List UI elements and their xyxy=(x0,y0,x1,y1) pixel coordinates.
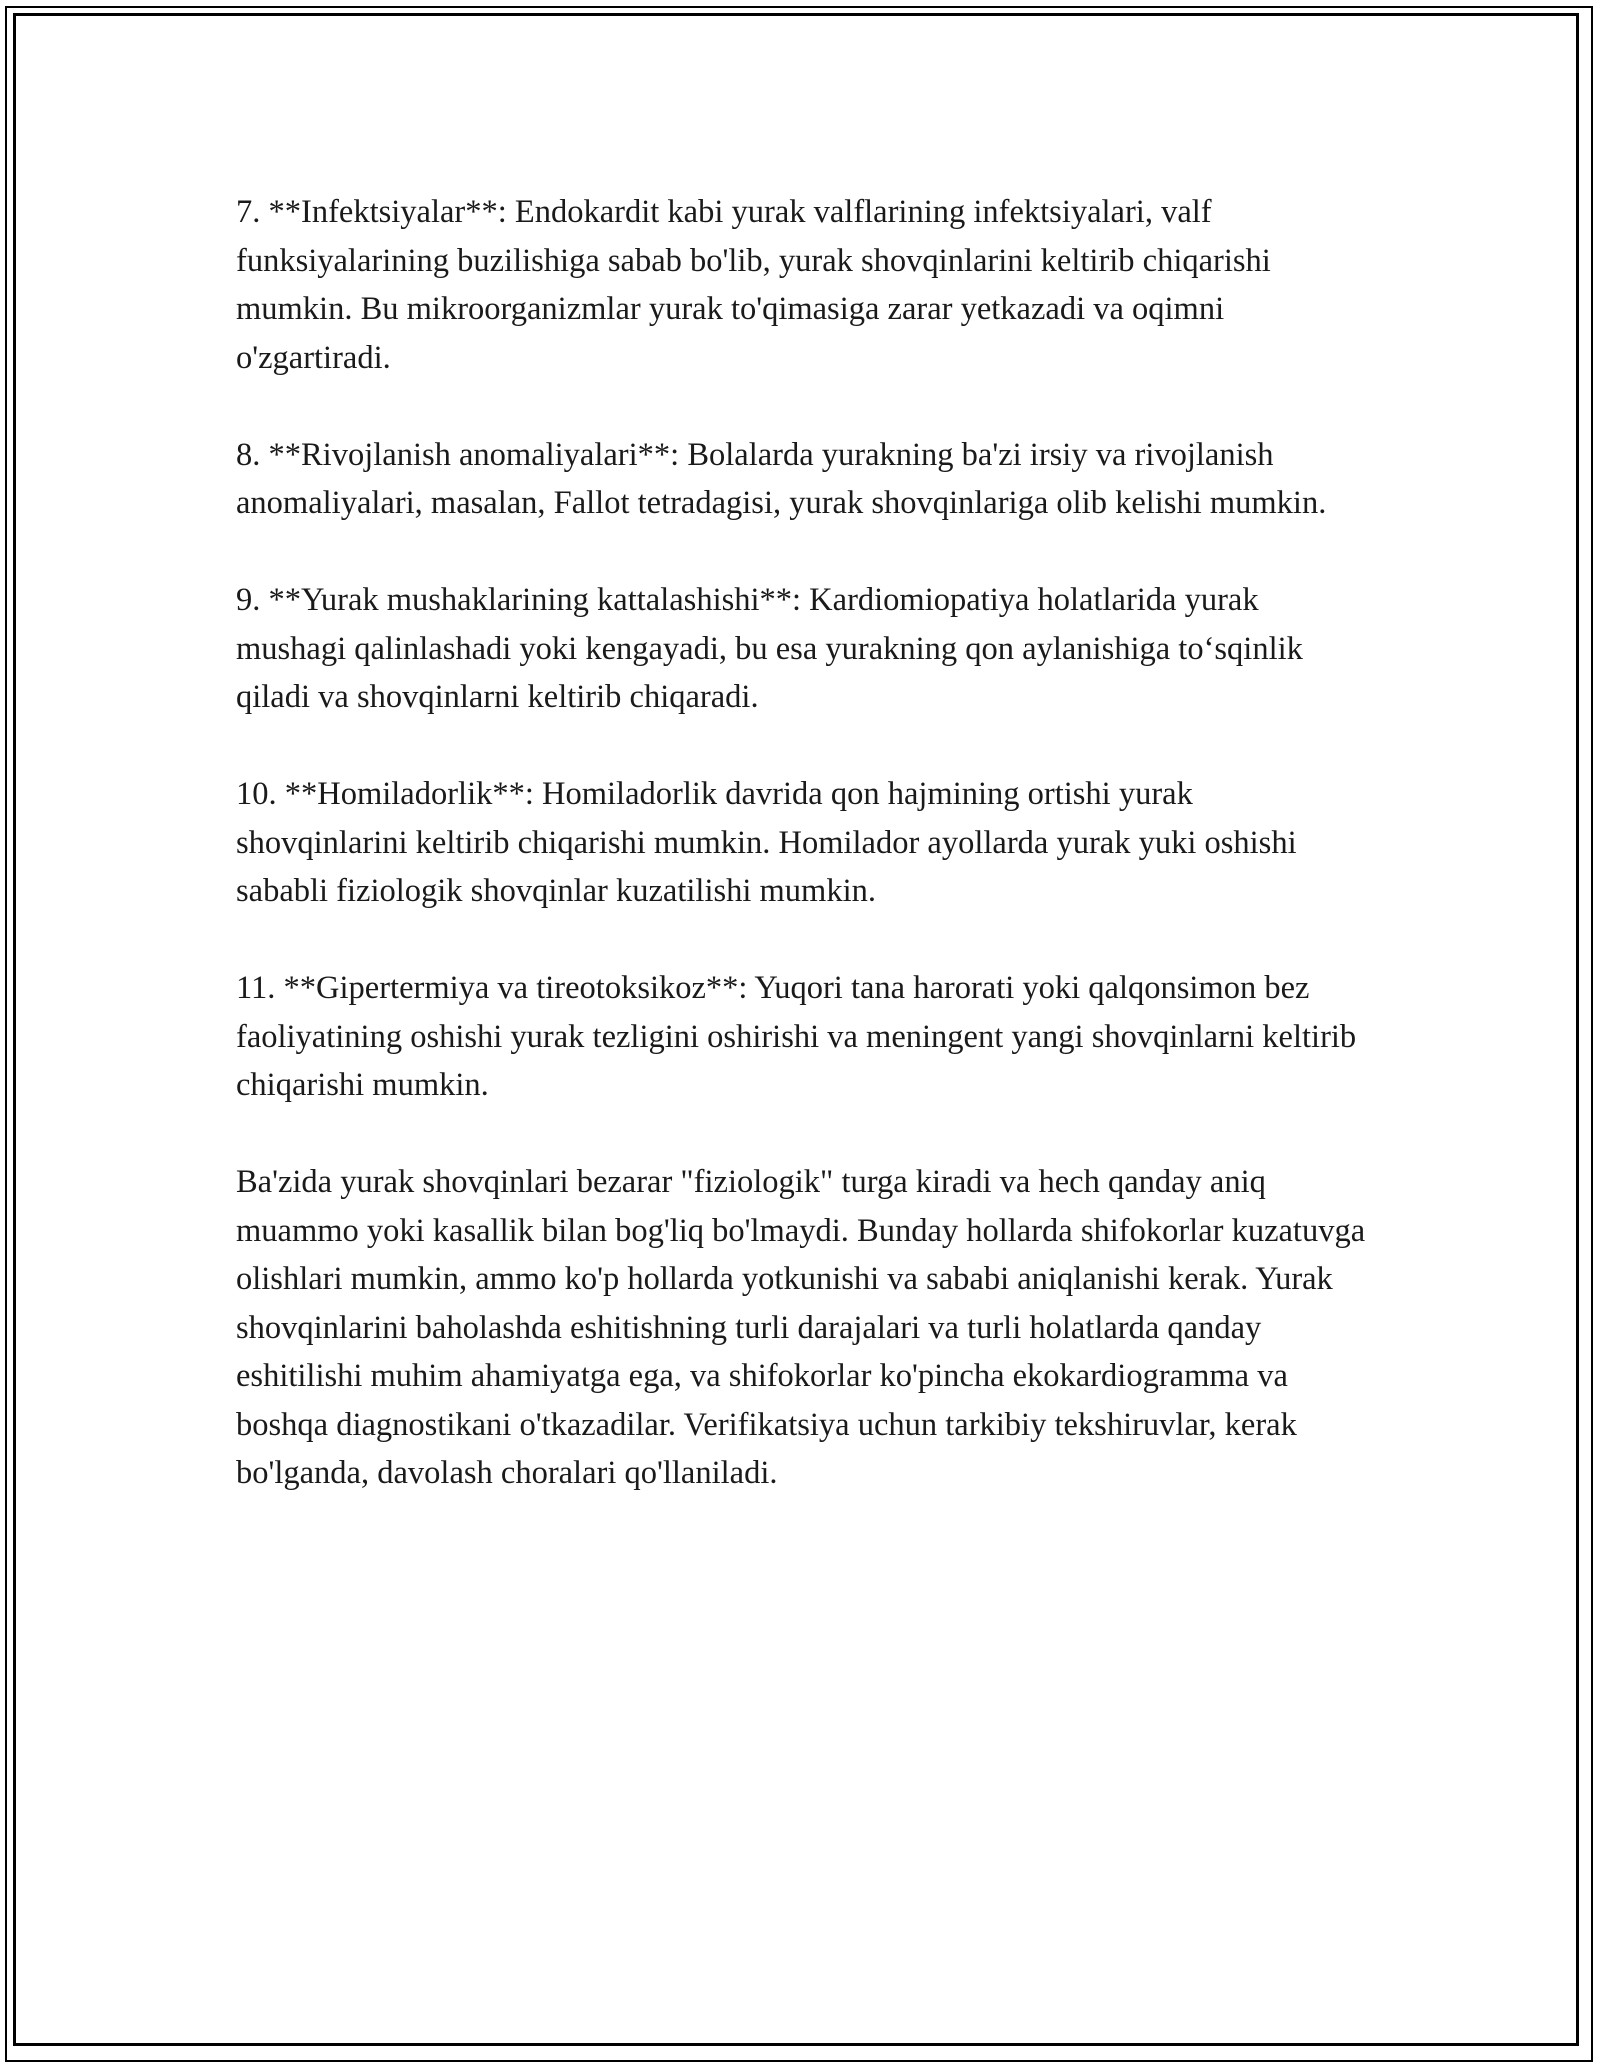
list-item-yurak-mushaklarining-kattalashishi: 9. **Yurak mushaklarining kattalashishi**: Kardiomiopatiya holatlarida yurak mushagi qalinlashadi yoki kengayadi, bu esa yurakning qon aylanishiga to‘sqinlik qiladi va shovqinlarni keltirib chiqaradi. xyxy=(236,582,1303,715)
list-item-infektsiyalar: 7. **Infektsiyalar**: Endokardit kabi yurak valflarining infektsiyalari, valf funksiyalarining buzilishiga sabab bo'lib, yurak shovqinlarini keltirib chiqarishi mumkin. Bu mikroorganizmlar yurak to'qimasiga zarar yetkazadi va oqimni o'zgartiradi. xyxy=(236,194,1271,376)
list-item-rivojlanish-anomaliyalari: 8. **Rivojlanish anomaliyalari**: Bolalarda yurakning ba'zi irsiy va rivojlanish anomaliyalari, masalan, Fallot tetradagisi, yurak shovqinlariga olib kelishi mumkin. xyxy=(236,436,1327,521)
document-body xyxy=(236,188,1366,1546)
conclusion-paragraph: Ba'zida yurak shovqinlari bezarar "fiziologik" turga kiradi va hech qanday aniq muammo yoki kasallik bilan bog'liq bo'lmaydi. Bunday hollarda shifokorlar kuzatuvga olishlari mumkin, ammo ko'p hollarda yotkunishi va sababi aniqlanishi kerak. Yurak shovqinlarini baholashda eshitishning turli darajalari va turli holatlarda qanday eshitilishi muhim ahamiyatga ega, va shifokorlar ko'pincha ekokardiogramma va boshqa diagnostikani o'tkazadilar. Verifikatsiya uchun tarkibiy tekshiruvlar, kerak bo'lganda, davolash choralari qo'llaniladi. xyxy=(236,1164,1366,1491)
list-item-homiladorlik: 10. **Homiladorlik**: Homiladorlik davrida qon hajmining ortishi yurak shovqinlarini keltirib chiqarishi mumkin. Homilador ayollarda yurak yuki oshishi sababli fiziologik shovqinlar kuzatilishi mumkin. xyxy=(236,776,1297,909)
list-item-gipertermiya-va-tireotoksikoz: 11. **Gipertermiya va tireotoksikoz**: Yuqori tana harorati yoki qalqonsimon bez faoliyatining oshishi yurak tezligini oshirishi va meningent yangi shovqinlarni keltirib chiqarishi mumkin. xyxy=(236,970,1357,1103)
